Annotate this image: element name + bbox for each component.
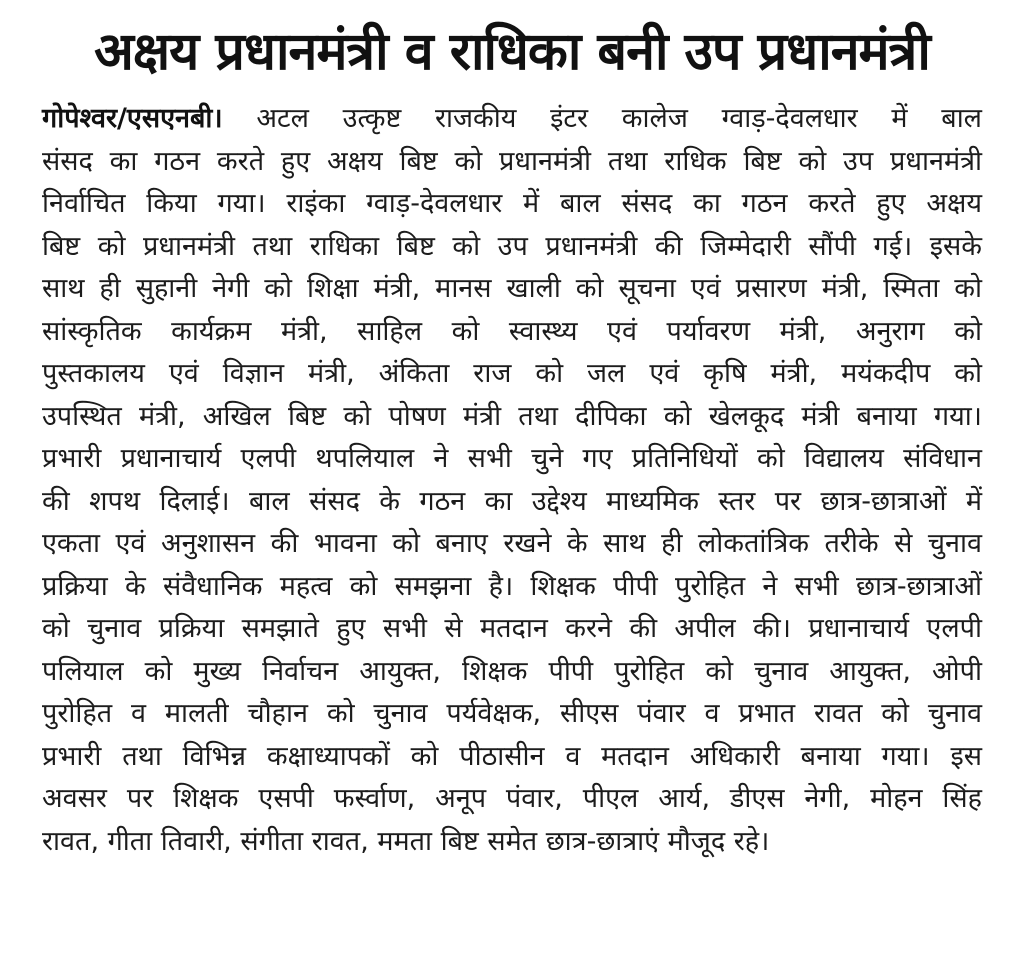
article-line: निर्वाचित किया गया। राइंका ग्वाड़-देवलधार में बाल संसद का गठन करते हुए अक्षय	[42, 188, 982, 219]
article-line: साथ ही सुहानी नेगी को शिक्षा मंत्री, मानस खाली को सूचना एवं प्रसारण मंत्री, स्मिता को	[42, 273, 982, 304]
dateline: गोपेश्वर/एसएनबी।	[42, 103, 223, 134]
article-line: सांस्कृतिक कार्यक्रम मंत्री, साहिल को स्वास्थ्य एवं पर्यावरण मंत्री, अनुराग को	[42, 315, 982, 347]
article-line: अवसर पर शिक्षक एसपी फर्स्वाण, अनूप पंवार, पीएल आर्य, डीएस नेगी, मोहन सिंह	[42, 783, 982, 814]
article-line: बिष्ट को प्रधानमंत्री तथा राधिका बिष्ट को उप प्रधानमंत्री की जिम्मेदारी सौंपी गई। इसके	[42, 230, 982, 262]
article-line	[42, 98, 982, 141]
article-line: प्रभारी प्रधानाचार्य एलपी थपलियाल ने सभी चुने गए प्रतिनिधियों को विद्यालय संविधान	[42, 443, 982, 474]
headline: अक्षय प्रधानमंत्री व राधिका बनी उप प्रधानमंत्री	[94, 22, 930, 82]
article-body	[42, 98, 982, 863]
article-line: को चुनाव प्रक्रिया समझाते हुए सभी से मतदान करने की अपील की। प्रधानाचार्य एलपी	[42, 613, 982, 644]
article-line: पुस्तकालय एवं विज्ञान मंत्री, अंकिता राज को जल एवं कृषि मंत्री, मयंकदीप को	[42, 358, 982, 389]
article-line: पलियाल को मुख्य निर्वाचन आयुक्त, शिक्षक पीपी पुरोहित को चुनाव आयुक्त, ओपी	[42, 655, 982, 687]
article-line: उपस्थित मंत्री, अखिल बिष्ट को पोषण मंत्री तथा दीपिका को खेलकूद मंत्री बनाया गया।	[42, 400, 982, 432]
article-line-final: रावत, गीता तिवारी, संगीता रावत, ममता बिष्ट समेत छात्र-छात्राएं मौजूद रहे।	[42, 825, 770, 857]
article-line: प्रभारी तथा विभिन्न कक्षाध्यापकों को पीठासीन व मतदान अधिकारी बनाया गया। इस	[42, 740, 982, 772]
article-line: की शपथ दिलाई। बाल संसद के गठन का उद्देश्य माध्यमिक स्तर पर छात्र-छात्राओं में	[42, 485, 982, 517]
article-line-text: अटल उत्कृष्ट राजकीय इंटर कालेज ग्वाड़-देवलधार में बाल	[222, 103, 982, 134]
article-line: पुरोहित व मालती चौहान को चुनाव पर्यवेक्षक, सीएस पंवार व प्रभात रावत को चुनाव	[42, 698, 982, 729]
article-line: एकता एवं अनुशासन की भावना को बनाए रखने के साथ ही लोकतांत्रिक तरीके से चुनाव	[42, 528, 982, 559]
article-line: संसद का गठन करते हुए अक्षय बिष्ट को प्रधानमंत्री तथा राधिक बिष्ट को उप प्रधानमंत्री	[42, 145, 982, 177]
article-line: प्रक्रिया के संवैधानिक महत्व को समझना है। शिक्षक पीपी पुरोहित ने सभी छात्र-छात्राओं	[42, 570, 982, 602]
